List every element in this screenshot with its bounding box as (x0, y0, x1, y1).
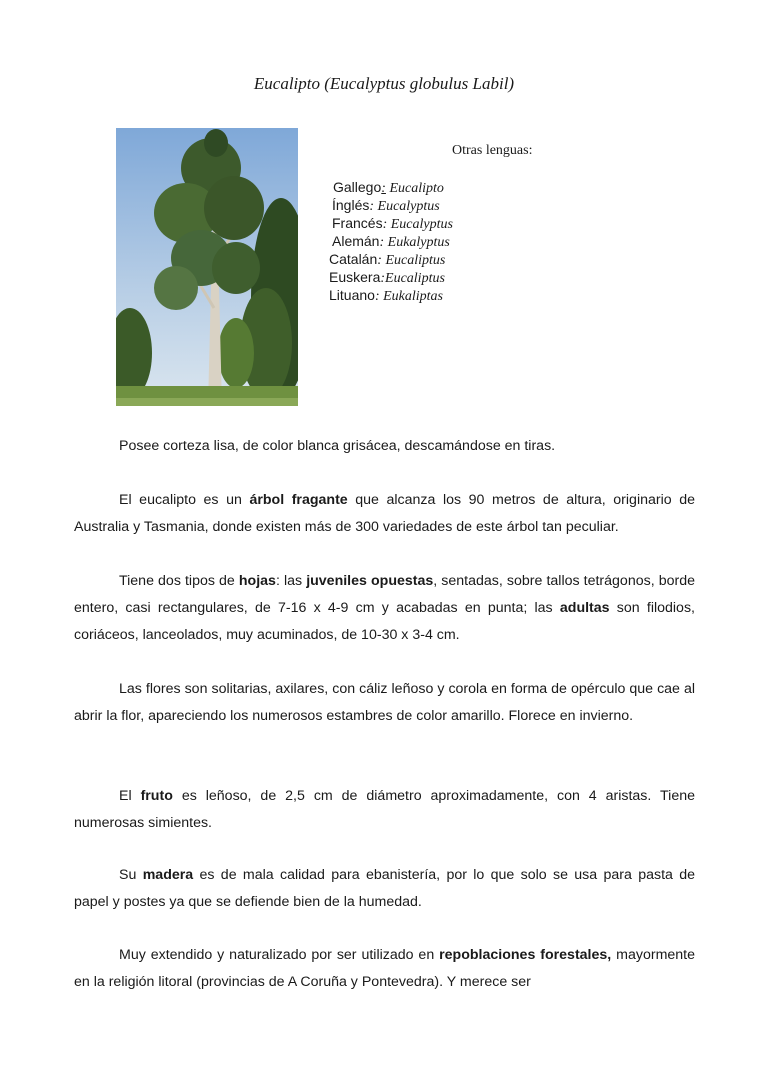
paragraph-text: El (119, 788, 141, 804)
paragraph-text: El eucalipto es un (119, 492, 250, 508)
language-value: Eucaliptus (381, 253, 446, 268)
language-value: Eucalyptus (387, 217, 453, 232)
paragraph-text: es de mala calidad para ebanistería, por lo que solo se usa para pasta de papel y postes ya que se defiende bien de la humedad. (74, 867, 696, 910)
paragraph-fruit (74, 783, 695, 837)
language-separator: : (379, 235, 385, 250)
bold-term: juveniles opuestas (306, 573, 434, 589)
paragraph-text: mayormente en la religión litoral (provincias de A Coruña y Pontevedra). Y merece ser (74, 947, 696, 990)
paragraph-text: es leñoso, de 2,5 cm de diámetro aproximadamente, con 4 aristas. Tiene numerosas simientes. (74, 788, 695, 831)
bold-term: madera (142, 867, 194, 883)
language-value: Eucalipto (385, 181, 444, 196)
bold-term: fruto (140, 788, 173, 804)
language-value: Eukalyptus (384, 235, 450, 250)
language-name: Alemán (332, 233, 380, 249)
language-item-euskera (329, 268, 445, 288)
paragraph-text: Posee corteza lisa, de color blanca grisácea, descamándose en tiras. (119, 438, 556, 454)
language-item-aleman (332, 232, 450, 252)
language-separator: : (380, 271, 386, 286)
language-item-catalan (329, 250, 445, 270)
language-name: Catalán (329, 251, 378, 267)
other-languages-heading: Otras lenguas: (452, 143, 533, 158)
eucalyptus-photo (116, 128, 298, 406)
paragraph-leaves (74, 568, 695, 649)
paragraph-text: Tiene dos tipos de (119, 573, 239, 589)
bold-term: repoblaciones forestales, (439, 947, 612, 963)
language-name: Gallego (333, 179, 382, 195)
language-name: Lituano (329, 287, 375, 303)
paragraph-bark (74, 433, 695, 460)
paragraph-text: Su (119, 867, 143, 883)
language-value: Eucaliptus (385, 271, 445, 286)
paragraph-text: , sentadas, sobre tallos tetrágonos, borde entero, casi rectangulares, de 7-16 x 4-9 cm y acabadas en punta; las (74, 573, 696, 616)
bold-term: árbol fragante (249, 492, 348, 508)
paragraph-text: Muy extendido y naturalizado por ser utilizado en (119, 947, 440, 963)
language-value: Eukaliptas (379, 289, 443, 304)
language-separator: : (369, 199, 375, 214)
language-separator: : (381, 181, 386, 196)
document-title: Eucalipto (Eucalyptus globulus Labil) (253, 74, 515, 93)
paragraph-wood (74, 862, 695, 916)
language-separator: : (382, 217, 388, 232)
paragraph-text: Las flores son solitarias, axilares, con cáliz leñoso y corola en forma de opérculo que cae al abrir la flor, apareciendo los numerosos estambres de color amarillo. Florece en invierno. (74, 681, 695, 724)
paragraph-flowers (74, 676, 695, 730)
language-item-frances (332, 214, 453, 234)
paragraph-text: : las (275, 573, 307, 589)
paragraph-text: son filodios, coriáceos, lanceolados, muy acuminados, de 10-30 x 3-4 cm. (74, 600, 695, 643)
bold-term: adultas (559, 600, 610, 616)
language-name: Euskera (329, 269, 381, 285)
language-name: Ínglés (332, 197, 370, 213)
language-item-gallego (333, 178, 444, 198)
paragraph-distribution (74, 942, 695, 996)
paragraph-text: que alcanza los 90 metros de altura, originario de Australia y Tasmania, donde existen más de 300 variedades de este árbol tan peculiar. (74, 492, 695, 535)
paragraph-origin (74, 487, 695, 541)
language-item-lituano (329, 286, 443, 306)
language-value: Eucalyptus (374, 199, 440, 214)
bold-term: hojas (238, 573, 276, 589)
language-separator: : (374, 289, 380, 304)
language-item-ingles (332, 196, 440, 216)
tree-illustration (116, 128, 298, 406)
language-separator: : (377, 253, 382, 268)
language-name: Francés (332, 215, 383, 231)
